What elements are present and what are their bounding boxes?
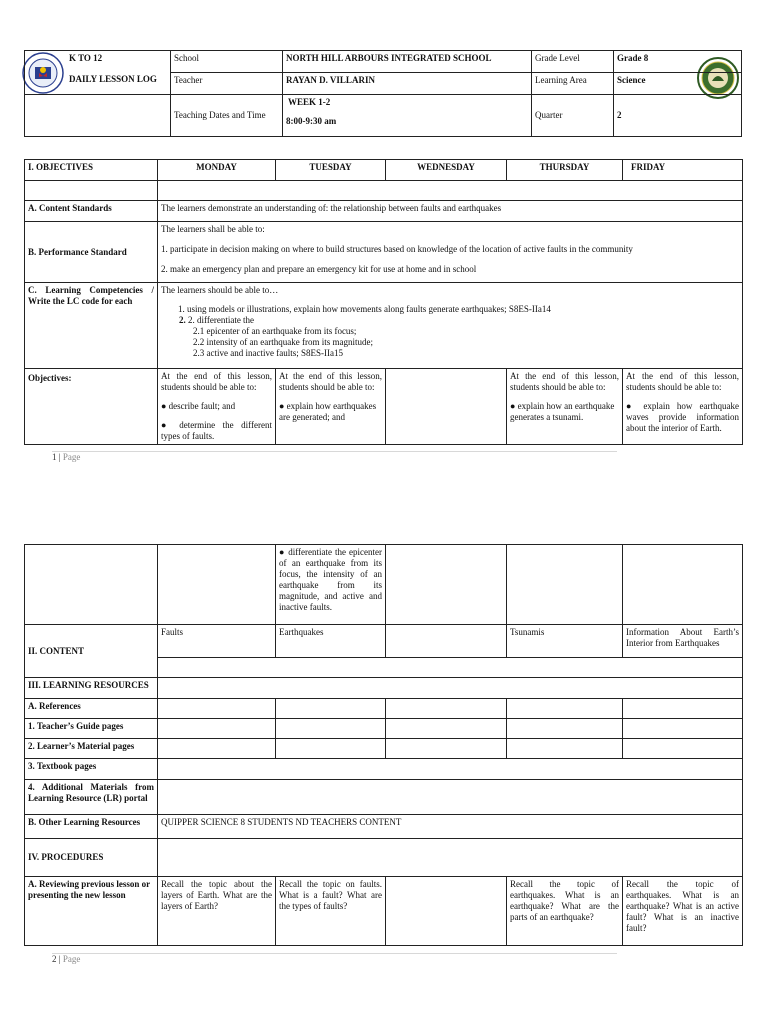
content-thursday: Tsunamis [507,625,623,658]
review-thursday: Recall the topic of earthquakes. What is an earthquake? What are the parts of an earthquake? [507,877,623,946]
teachers-guide-label: 1. Teacher’s Guide pages [25,719,158,739]
objectives-thursday [507,369,623,445]
lc-sub-2: 2.2 intensity of an earthquake from its magnitude; [193,337,373,347]
time-value: 8:00-9:30 am [286,116,337,126]
obj-fri-intro: At the end of this lesson, students should be able to: [626,371,739,392]
day-monday: MONDAY [158,160,276,181]
school-value: NORTH HILL ARBOURS INTEGRATED SCHOOL [283,51,532,73]
objectives-wednesday [386,369,507,445]
day-friday: FRIDAY [623,160,743,181]
quarter-value: 2 [614,95,742,137]
week-value: WEEK 1-2 [288,97,331,107]
learning-resources-label: III. LEARNING RESOURCES [25,678,158,699]
learning-competencies-label: C. Learning Competencies / Write the LC code for each [25,283,158,369]
additional-materials-label: 4. Additional Materials from Learning Resource (LR) portal [25,780,158,815]
textbook-pages-label: 3. Textbook pages [25,759,158,780]
page-separator-2: | [56,954,63,964]
lc-sub-1: 2.1 epicenter of an earthquake from its focus; [193,326,357,336]
page-word-1: Page [62,452,81,462]
performance-standard-cell [158,222,743,283]
review-monday: Recall the topic about the layers of Earth. What are the layers of Earth? [158,877,276,946]
content-friday: Information About Earth’s Interior from Earthquakes [623,625,743,658]
content-procedures-table [24,544,743,946]
grade-level-value: Grade 8 [614,51,742,73]
obj-mon-1: ● describe fault; and [161,401,236,411]
learning-area-value: Science [614,73,742,95]
procedures-label: IV. PROCEDURES [25,839,158,877]
objectives-table: I. OBJECTIVES MONDAY TUESDAY WEDNESDAY THURSDAY FRIDAY A. Content Standards The learners demonstrate an understanding of: the relationship between faults and earthquakes B. Performance Standard The learners shall be able to: 1. participate in decision making on where to build structures based on knowledge of the location of active faults in the community 2. make an emergency plan and prepare an emergency kit for use at home and in school C. Learning Competencies / Write the LC code for each The learners should be able to… 1. using models or illustrations, explain how movements along faults generate earthquakes; S8ES-IIa14 2. 2. differentiate the 2.1 epicenter of an earthquake from its focus; 2.2 intensity of an earthquake from its magnitude; 2.3 active and inactive faults; S8ES-IIa15 Objectives: At the end of this lesson, students should be able to: ● describe fault; and ● determine the different types of faults. At the end of this lesson, students should be able to: ● explain how earthquakes are generated; and At the end of this lesson, students should be able to: ● explain how an earthquake generates a tsunami. At the end of this lesson, students should be able to: ● explain how earthquake waves provide information about the interior of Earth. [24,159,743,445]
footer-rule-2 [52,953,617,954]
header-table [24,50,742,137]
page-separator-1: | [56,452,63,462]
page-number-1: 1 [52,452,57,462]
page-number-2: 2 [52,954,57,964]
content-tuesday: Earthquakes [276,625,386,658]
obj-tue-intro: At the end of this lesson, students should be able to: [279,371,382,392]
performance-standard-2: 2. make an emergency plan and prepare an emergency kit for use at home and in school [161,264,477,274]
content-standards-value: The learners demonstrate an understanding of: the relationship between faults and earthquakes [158,201,743,222]
page-footer-1 [52,452,80,462]
content-monday: Faults [158,625,276,658]
day-wednesday: WEDNESDAY [386,160,507,181]
objectives-tuesday [276,369,386,445]
teacher-label: Teacher [171,73,283,95]
objectives-header: I. OBJECTIVES [25,160,158,181]
page-footer-2 [52,954,80,964]
grade-level-label: Grade Level [532,51,614,73]
objectives-tuesday-continued: ● differentiate the epicenter of an earthquake from its focus, the intensity of an earthquake from its magnitude, and active and inactive faults. [276,545,386,625]
lc-item-1: 1. using models or illustrations, explain how movements along faults generate earthquakes; S8ES-IIa14 [187,304,739,315]
lc-sub-3: 2.3 active and inactive faults; S8ES-IIa15 [193,348,343,358]
page-word-2: Page [62,954,81,964]
quarter-label: Quarter [532,95,614,137]
day-thursday: THURSDAY [507,160,623,181]
performance-standard-label: B. Performance Standard [25,222,158,283]
learning-competencies-cell [158,283,743,369]
obj-thu-intro: At the end of this lesson, students should be able to: [510,371,619,392]
references-label: A. References [25,699,158,719]
lc-item-2: 2. differentiate the [188,315,255,325]
obj-mon-intro: At the end of this lesson, students should be able to: [161,371,272,392]
content-standards-label: A. Content Standards [25,201,158,222]
obj-fri-1: ● explain how earthquake waves provide information about the interior of Earth. [626,401,739,433]
teaching-dates-label: Teaching Dates and Time [171,95,283,137]
objectives-friday [623,369,743,445]
content-label: II. CONTENT [25,625,158,678]
review-wednesday [386,877,507,946]
performance-standard-1: 1. participate in decision making on where to build structures based on knowledge of the location of active faults in the community [161,244,633,254]
objectives-label: Objectives [28,373,69,383]
lc-intro: The learners should be able to… [161,285,279,295]
footer-rule-1 [52,451,617,452]
content-wednesday [386,625,507,658]
teacher-value: RAYAN D. VILLARIN [283,73,532,95]
obj-mon-2: ● determine the different types of faults. [161,420,272,441]
performance-standard-intro: The learners shall be able to: [161,224,265,234]
obj-thu-1: ● explain how an earthquake generates a tsunami. [510,401,615,422]
dll-title: DAILY LESSON LOG [69,74,157,84]
school-label: School [171,51,283,73]
objectives-monday [158,369,276,445]
obj-tue-1: ● explain how earthquakes are generated; and [279,401,377,422]
other-resources-label: B. Other Learning Resources [25,815,158,839]
review-friday: Recall the topic of earthquakes. What is an earthquake? What is an active fault? What is an inactive fault? [623,877,743,946]
learners-material-label: 2. Learner’s Material pages [25,739,158,759]
reviewing-lesson-label: A. Reviewing previous lesson or presenting the new lesson [25,877,158,946]
day-tuesday: TUESDAY [276,160,386,181]
review-tuesday: Recall the topic on faults. What is a fault? What are the types of faults? [276,877,386,946]
k12-label: K TO 12 [69,53,103,63]
learning-area-label: Learning Area [532,73,614,95]
other-resources-value: QUIPPER SCIENCE 8 STUDENTS ND TEACHERS CONTENT [158,815,743,839]
lc-item-2-number: 2. [179,315,186,325]
